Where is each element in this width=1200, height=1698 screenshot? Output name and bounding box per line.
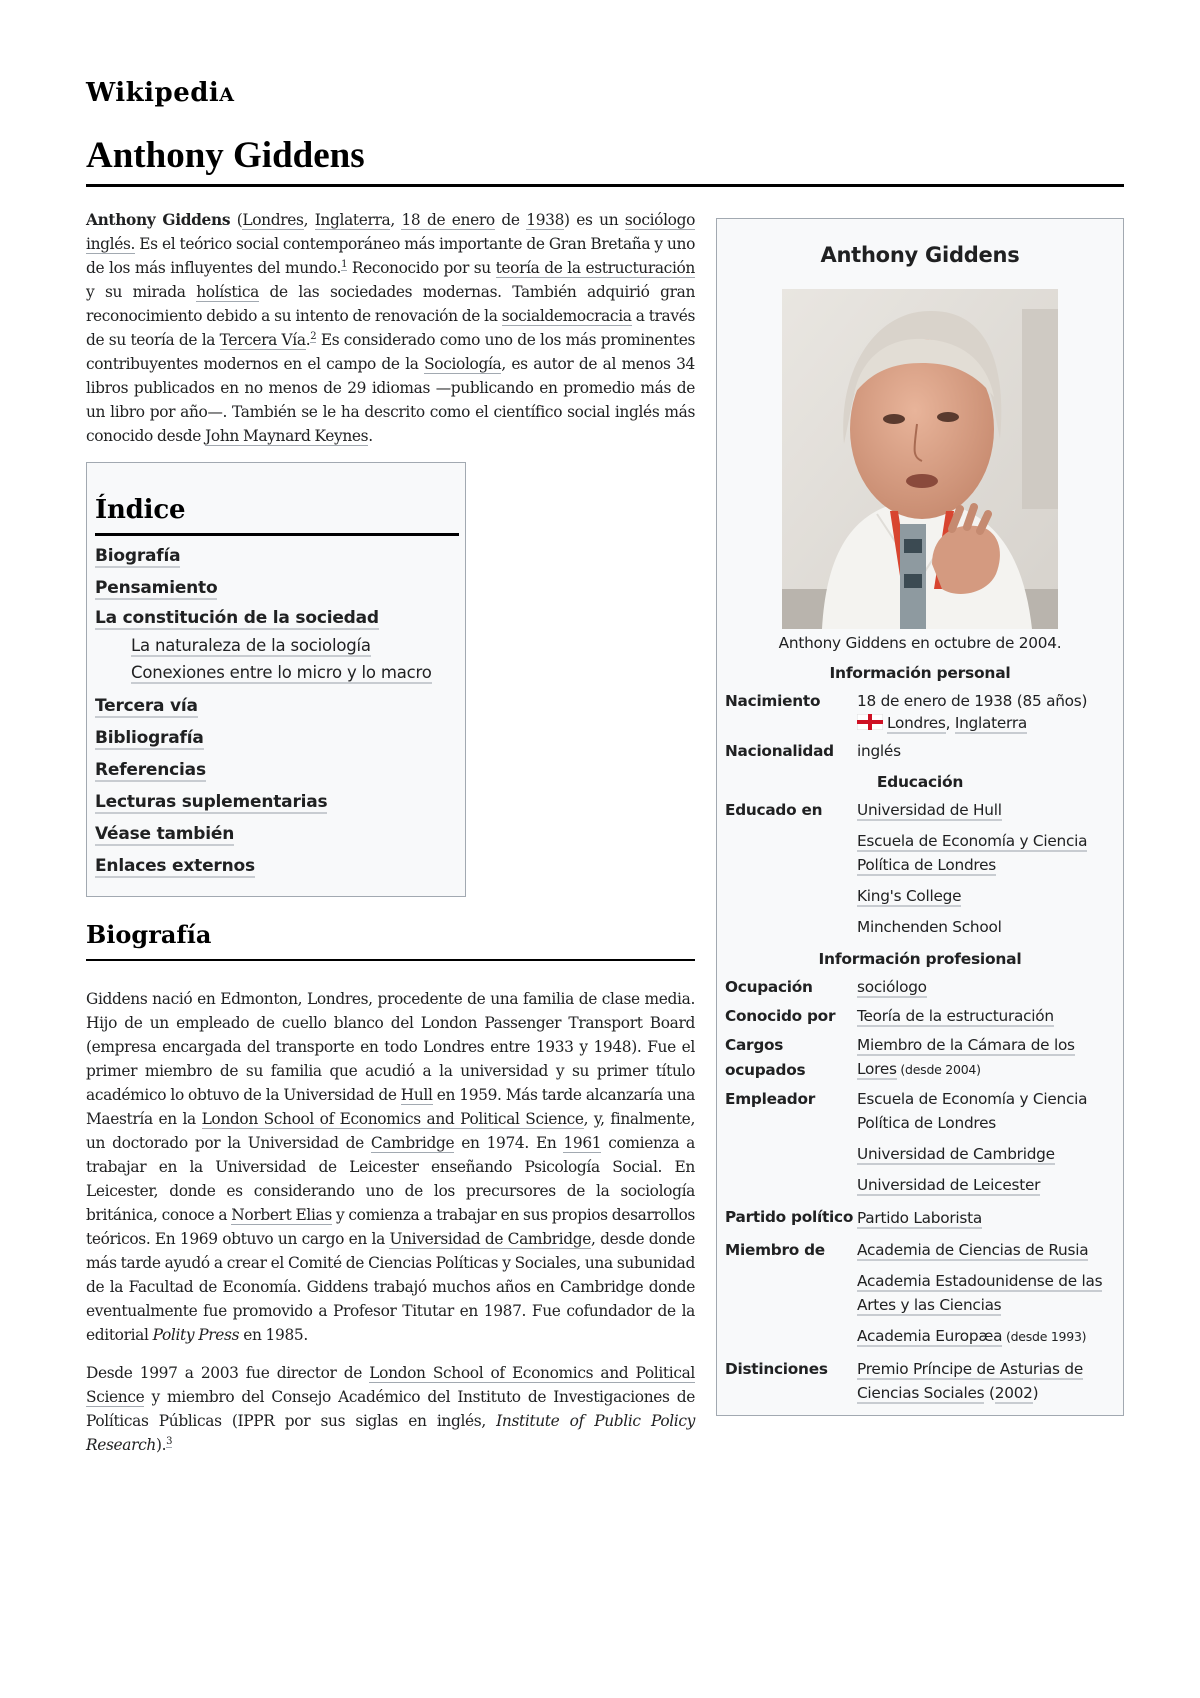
nationality-value: inglés [857,742,901,760]
positions-row: Cargos ocupados Miembro de la Cámara de los Lores (desde 2004) [717,1033,1123,1083]
positions-label: Cargos ocupados [725,1036,806,1079]
toc-item-conexiones[interactable]: Conexiones entre lo micro y lo macro [131,663,432,682]
toc-item-lecturas[interactable]: Lecturas suplementarias [95,792,328,812]
biografia-paragraph-2: Desde 1997 a 2003 fue director de London School of Economics and Political Science y miembro del Consejo Académico del Instituto de Investigaciones de Políticas Públicas (IPPR por sus siglas en inglés, Institute of Public Policy Research).$^3$ [86,1364,696,1454]
link-sociologo[interactable]: sociólogo [624,211,696,229]
link-birth-date[interactable]: 18 de enero [401,211,495,229]
link-birth-country[interactable]: Inglaterra [954,714,1027,732]
portrait-photo[interactable] [782,289,1058,629]
link-ingles[interactable]: inglés. [86,235,136,253]
toc-item-constitucion[interactable]: La constitución de la sociedad [95,608,379,628]
link-employer-cambridge[interactable]: Universidad de Cambridge [857,1145,1055,1163]
link-keynes[interactable]: John Maynard Keynes [205,427,369,445]
link-academia-rusia[interactable]: Academia de Ciencias de Rusia [857,1241,1089,1259]
awards-row: Distinciones Premio Príncipe de Asturias de Ciencias Sociales (2002) [717,1357,1123,1405]
link-partido-laborista[interactable]: Partido Laborista [857,1208,982,1227]
link-academia-europaea[interactable]: Academia Europæa [857,1327,1003,1345]
link-birth-city[interactable]: Londres [887,714,946,732]
toc-item-tercera-via[interactable]: Tercera vía [95,696,198,716]
party-row [717,1205,1123,1230]
occupation-label: Ocupación [725,978,813,996]
section-title-biografia: Biografía [86,919,695,961]
employer-row [717,1087,1123,1197]
toc-item-enlaces[interactable]: Enlaces externos [95,856,255,876]
link-inglaterra[interactable]: Inglaterra [314,211,391,229]
toc-item-vease[interactable]: Véase también [95,824,235,844]
link-tercera-via[interactable]: Tercera Vía [219,331,306,349]
link-2002[interactable]: 2002 [994,1384,1033,1402]
link-kings-college[interactable]: King's College [857,887,962,905]
birth-row [717,689,1123,733]
employer-lse: Escuela de Economía y Ciencia Política de Londres [857,1090,1088,1132]
link-hull[interactable]: Hull [400,1086,433,1104]
reference-2[interactable]: 2 [310,330,317,342]
link-premio-asturias[interactable]: Premio Príncipe de Asturias de Ciencias Sociales [857,1360,1084,1402]
article-body [86,208,695,1471]
table-of-contents [86,462,466,897]
birth-label: Nacimiento [725,692,821,710]
toc-item-bibliografia[interactable]: Bibliografía [95,728,204,748]
link-londres[interactable]: Londres [242,211,304,229]
known-label: Conocido por [725,1007,836,1025]
link-univ-hull[interactable]: Universidad de Hull [857,801,1002,819]
link-teoria-estructuracion[interactable]: teoría de la estructuración [495,259,695,277]
educated-value [857,798,1117,939]
photo-caption: Anthony Giddens en octubre de 2004. [778,634,1062,652]
reference-1[interactable]: 1 [341,258,348,270]
link-socialdemocracia[interactable]: socialdemocracia [501,307,632,325]
toc-item-pensamiento[interactable]: Pensamiento [95,578,218,598]
minchenden-school: Minchenden School [857,918,1002,936]
party-label: Partido político [725,1208,854,1226]
reference-3[interactable]: 3 [166,1435,173,1447]
nationality-row [717,739,1123,764]
link-camara-lores[interactable]: Miembro de la Cámara de los Lores [857,1036,1075,1078]
link-1961[interactable]: 1961 [563,1134,602,1152]
nationality-label: Nacionalidad [725,742,834,760]
intro-paragraph: Anthony Giddens (Londres, Inglaterra, 18 de enero de 1938) es un sociólogo inglés. Es el teórico social contemporáneo más importante de Gran Bretaña y uno de los más influyentes del mundo.$^1$ Reconocido por su teoría de la estructuración y su mirada holística de las sociedades modernas. También adquirió gran reconocimiento debido a su intento de renovación de la socialdemocracia a través de su teoría de la Tercera Vía.$^2$ Es considerado como uno de los más prominentes contribuyentes modernos en el campo de la Sociología, es autor de al menos 34 libros publicados en no menos de 29 idiomas —publicando en promedio más de un libro por año—. También se le ha descrito como el científico social inglés más conocido desde John Maynard Keynes. [86,211,696,445]
toc-item-naturaleza[interactable]: La naturaleza de la sociología [131,636,371,655]
link-norbert-elias[interactable]: Norbert Elias [231,1206,332,1224]
toc-item-referencias[interactable]: Referencias [95,760,206,780]
infobox-title: Anthony Giddens [820,243,1020,267]
toc-item-biografia[interactable]: Biografía [95,546,181,566]
biografia-paragraph-1: Giddens nació en Edmonton, Londres, procedente de una familia de clase media. Hijo de un empleado de cuello blanco del London Passenger Transport Board (empresa encargada del transporte en todo Londres entre 1933 y 1948). Fue el primer miembro de su familia que acudió a la universidad y su primer título académico lo obtuvo de la Universidad de Hull en 1959. Más tarde alcanzaría una Maestría en la London School of Economics and Political Science, y, finalmente, un doctorado por la Universidad de Cambridge en 1974. En 1961 comienza a trabajar en la Universidad de Leicester enseñando Psicología Social. En Leicester, donde es considerando uno de los precursores de la sociología británica, conoce a Norbert Elias y comienza a trabajar en sus propios desarrollos teóricos. En 1969 obtuvo un cargo en la Universidad de Cambridge, desde donde más tarde ayudó a crear el Comité de Ciencias Políticas y Sociales, una subunidad de la Facultad de Economía. Giddens trabajó muchos años en Cambridge donde eventualmente fue promovido a Profesor Titutar en 1987. Fue cofundador de la editorial Polity Press en 1985. [86,990,696,1344]
birth-date: 18 de enero de 1938 (85 años) [857,692,1088,710]
member-row: Miembro de Academia de Ciencias de Rusia Academia Estadounidense de las Artes y las Ciencias Academia Europæa (desde 1993) [717,1238,1123,1349]
link-lse-school[interactable]: Escuela de Economía y Ciencia Política de Londres [857,832,1088,874]
link-occupation[interactable]: sociólogo [857,978,927,996]
occupation-row [717,975,1123,1000]
link-lse-2[interactable]: London School of Economics and Political Science [86,1364,696,1406]
birth-value: 18 de enero de 1938 (85 años) Londres, Inglaterra [857,689,1117,733]
page-title: Anthony Giddens [86,135,365,176]
infobox [716,218,1124,1416]
awards-label: Distinciones [725,1360,828,1378]
wikipedia-logo[interactable]: WikipediA [86,78,235,108]
member-label: Miembro de [725,1241,825,1259]
link-1938[interactable]: 1938 [526,211,565,229]
link-academia-estadounidense[interactable]: Academia Estadounidense de las Artes y las Ciencias [857,1272,1103,1314]
link-sociologia[interactable]: Sociología [424,355,502,373]
employer-label: Empleador [725,1090,816,1108]
link-lse[interactable]: London School of Economics and Political Science [201,1110,584,1128]
england-flag-icon [857,714,883,730]
link-known-for[interactable]: Teoría de la estructuración [857,1007,1054,1025]
professional-info-header: Información profesional [818,950,1022,968]
link-universidad-cambridge[interactable]: Universidad de Cambridge [389,1230,592,1248]
title-divider [86,184,1124,187]
link-cambridge[interactable]: Cambridge [370,1134,455,1152]
link-holistica[interactable]: holística [196,283,259,301]
educated-label: Educado en [725,801,823,819]
toc-title: Índice [95,493,459,536]
link-employer-leicester[interactable]: Universidad de Leicester [857,1176,1041,1194]
known-for-row [717,1004,1123,1029]
personal-info-header: Información personal [829,664,1011,682]
education-header: Educación [876,773,964,791]
educated-row [717,798,1123,939]
